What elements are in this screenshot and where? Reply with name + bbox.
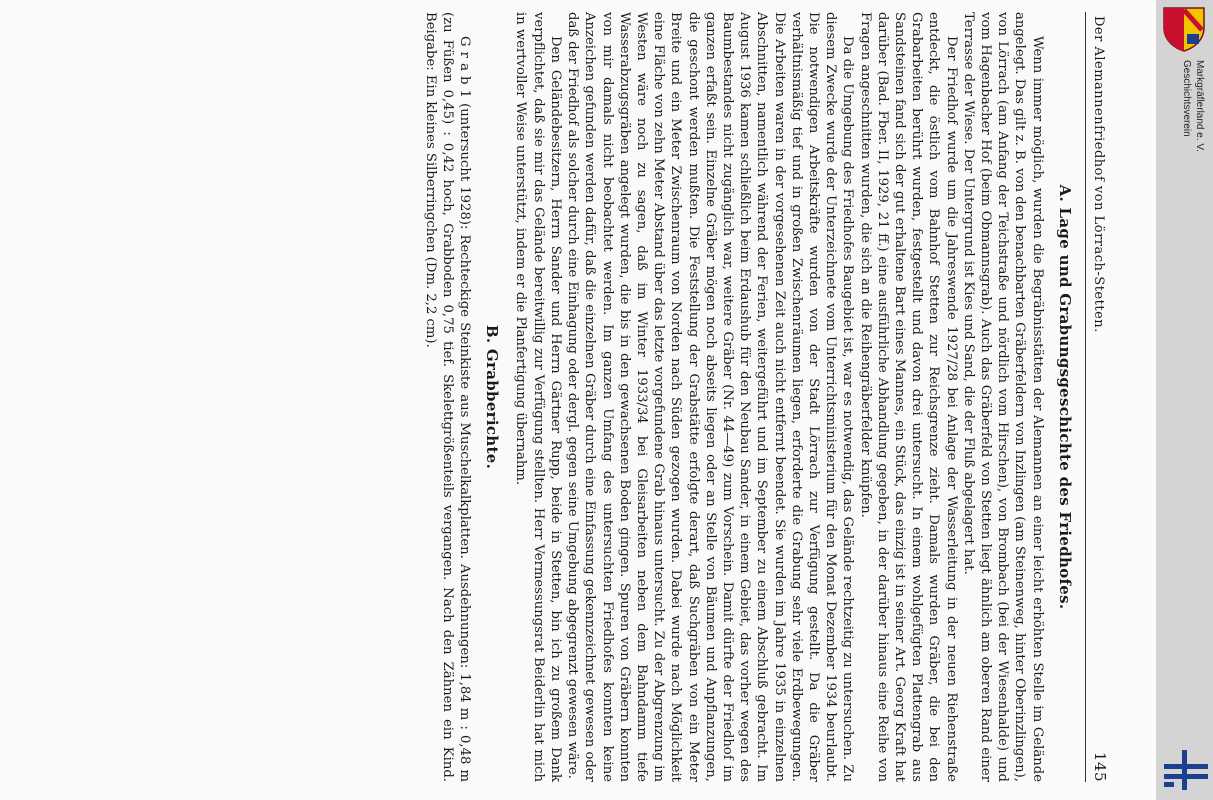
section-b-heading: B. Grabberichte. — [483, 324, 502, 470]
paragraph: G r a b 1 (untersucht 1928): Rechteckige Steinkiste aus Muschelkalkplatten. Ausdehnungen: 1,84 m : 0,48 m (zu Füßen 0,45) : 0,42 hoch, Grabboden 0,75 tief. Skelettgrößenteils vergangen. Nach den Zähnen ein Kind. Beigabe: Ein kleines Silberringchen (Dm. 2,2 cm). — [422, 12, 473, 782]
running-head-title: Der Alemannenfriedhof von Lörrach-Stetten. — [1091, 16, 1106, 333]
paragraph: Da die Umgebung des Friedhofes Baugebiet ist, war es notwendig, das Gelände rechtzeitig zu untersuchen. Zu diesem Zwecke wurde der Unterzeichnete vom Unterrichtsministerium für den Monat Dezember 1934 beurlaubt. Die notwendigen Arbeitskräfte wurden von der Stadt Lörrach zur Verfügung gestellt. Da die Gräber verhältnismäßig tief und in großen Zwischenräumen liegen, erforderte die Grabung sehr viele Erdbewegungen. Die Arbeiten waren in der vorgesehenen Zeit auch nicht entfernt beendet. Sie wurden im Jahre 1935 in einzelnen Abschnitten, namentlich während der Ferien, weitergeführt und im September zu einem Abschluß gebracht. Im August 1936 kamen schließlich beim Erdaushub für den Neubau Sander, in einem Gebiet, das vorher wegen des Baumbestandes nicht zugänglich war, weitere Gräber (Nr. 44—49) zum Vorschein. Damit dürfte der Friedhof im ganzen erfaßt sein. Einzelne Gräber mögen noch abseits liegen oder an Stelle von Bäumen und Anpflanzungen, die geschont werden mußten. Die Feststellung der Grabstätte erfolgte derart, daß Suchgräben von ein Meter Breite und ein Meter Zwischenraum von Norden nach Süden gezogen wurden. Dabei wurde nach Möglichkeit eine Fläche von zehn Meter Abstand über das letzte vorgefundene Grab hinaus untersucht. Zu der Abgrenzung im Westen wäre noch zu sagen, daß im Winter 1933/34 bei Gleisarbeiten neben dem Bahndamm tiefe Wasserabzugsgräben angelegt wurden, die bis in den gewachsenen Boden gingen. Spuren von Gräbern konnten von mir damals nicht beobachtet werden. Im ganzen Umfang des untersuchten Friedhofes konnten keine Anzeichen gefunden werden dafür, daß die einzelnen Gräber durch eine Einfassung gekennzeichnet gewesen oder daß der Friedhof als solcher durch eine Einhagung oder dergl. gegen seine Umgebung abgegrenzt gewesen wäre. — [565, 12, 856, 782]
running-head — [1085, 12, 1108, 782]
paragraph: Der Friedhof wurde um die Jahreswende 1927/28 bei Anlage der Wasserleitung in der neuen Riehenstraße entdeckt, die östlich vom Bahnhof Stetten zur Reichsgrenze zieht. Damals wurden Gräber, die bei den Grabarbeiten berührt wurden, festgestellt und davon drei untersucht. In einem wohlgefügten Plattengrab aus Sandsteinen fand sich der gut erhaltene Bart eines Mannes, ein Stück, das einzig ist in seiner Art. Georg Kraft hat darüber (Bad. Fber. II, 1929, 21 ff.) eine ausführliche Abhandlung gegeben, in der darüber hinaus eine Reihe von Fragen angeschnitten wurden, die sich an die Reihengräberfelder knüpfen. — [857, 12, 959, 782]
rotated-page-content — [28, 12, 1108, 782]
page-number: 145 — [1091, 751, 1109, 782]
section-a-heading: A. Lage und Grabungsgeschichte des Friedhofes. — [1055, 184, 1074, 610]
org-name-line2: Markgräflerland e. V. — [1194, 60, 1205, 152]
paragraph: Wenn immer möglich, wurden die Begräbnisstätten der Alemannen an einer leicht erhöhten Stelle im Gelände angelegt. Das gilt z. B. von den benachbarten Gräberfeldern von Inzlingen (am Steinenweg, hinter Oberinzlingen), von Lörrach (am Anfang der Teichstraße und nördlich vom Hirschen), von Brombach (bei der Wiesenhalde) und vom Hagenbacher Hof (beim Obmannsgrab). Auch das Gräberfeld von Stetten liegt ähnlich am oberen Rand einer Terrasse der Wiese. Der Untergrund ist Kies und Sand, die der Fluß abgelagert hat. — [960, 12, 1045, 782]
paragraph: Den Geländebesitzern, Herrn Sander und Herrn Gärtner Rupp, beide in Stetten, bin ich zu großem Dank verpflichtet, daß sie mir das Gelände bereitwillig zur Verfügung stellten. Herr Vermessungsrat Beiderlin hat mich in wertvoller Weise unterstützt, indem er die Planfertigung übernahm. — [513, 12, 563, 782]
org-name-line1: Geschichtsverein — [1181, 60, 1192, 137]
ub-freiburg-logo-icon — [1164, 750, 1208, 790]
coat-of-arms-icon — [1161, 6, 1207, 52]
